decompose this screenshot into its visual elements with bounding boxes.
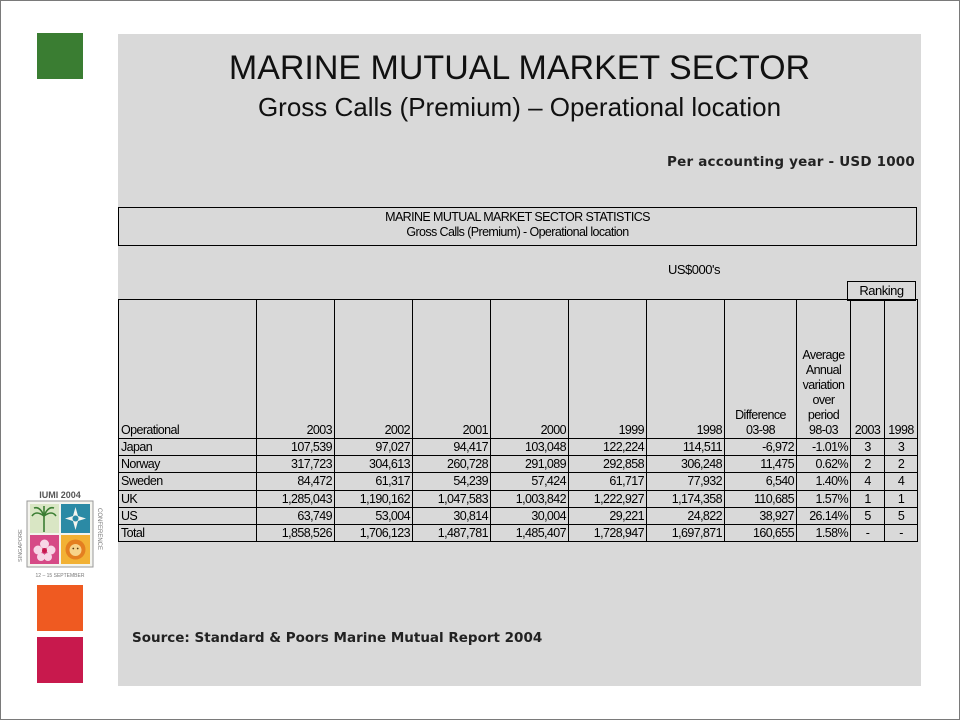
value-2000: 103,048 — [491, 439, 569, 456]
rank-2003-value: 3 — [851, 439, 885, 456]
header-average-variation: Average Annual variation over period 98-03 — [797, 300, 851, 439]
average-variation-value: 1.40% — [797, 473, 851, 490]
value-1999: 1,728,947 — [569, 524, 647, 541]
header-operational: Operational — [119, 300, 257, 439]
value-2000: 57,424 — [491, 473, 569, 490]
logo-top-text: IUMI 2004 — [39, 490, 81, 500]
slide-title: MARINE MUTUAL MARKET SECTOR — [228, 49, 811, 87]
rank-2003-value: 1 — [851, 490, 885, 507]
rank-2003-value: 4 — [851, 473, 885, 490]
difference-value: 6,540 — [725, 473, 797, 490]
header-rank-1998: 1998 — [885, 300, 918, 439]
value-1999: 29,221 — [569, 507, 647, 524]
rank-2003-value: 2 — [851, 456, 885, 473]
table-row — [119, 524, 918, 541]
value-1999: 1,222,927 — [569, 490, 647, 507]
orange-square-decoration — [37, 585, 83, 631]
value-2003: 84,472 — [257, 473, 335, 490]
value-1998: 24,822 — [647, 507, 725, 524]
value-2003: 1,285,043 — [257, 490, 335, 507]
header-2001: 2001 — [413, 300, 491, 439]
difference-value: 38,927 — [725, 507, 797, 524]
logo-left-text: SINGAPORE — [18, 529, 24, 562]
row-label: Norway — [119, 456, 257, 473]
value-2002: 61,317 — [335, 473, 413, 490]
row-label: UK — [119, 490, 257, 507]
value-1999: 122,224 — [569, 439, 647, 456]
value-1998: 306,248 — [647, 456, 725, 473]
value-2002: 53,004 — [335, 507, 413, 524]
header-difference: Difference 03-98 — [725, 300, 797, 439]
rank-1998-value: 5 — [885, 507, 918, 524]
table-row — [119, 490, 918, 507]
lion-head-icon — [66, 540, 86, 560]
table-title: MARINE MUTUAL MARKET SECTOR STATISTICS — [385, 210, 650, 224]
value-1999: 61,717 — [569, 473, 647, 490]
row-label: Sweden — [119, 473, 257, 490]
value-2002: 1,190,162 — [335, 490, 413, 507]
logo-bottom-text: 12 – 15 SEPTEMBER — [35, 573, 85, 579]
rank-2003-value: 5 — [851, 507, 885, 524]
table-row — [119, 439, 918, 456]
average-variation-value: -1.01% — [797, 439, 851, 456]
value-1999: 292,858 — [569, 456, 647, 473]
value-1998: 77,932 — [647, 473, 725, 490]
header-1999: 1999 — [569, 300, 647, 439]
value-2001: 94,417 — [413, 439, 491, 456]
rank-1998-value: 4 — [885, 473, 918, 490]
red-square-decoration — [37, 637, 83, 683]
value-2001: 1,047,583 — [413, 490, 491, 507]
rank-2003-value: - — [851, 524, 885, 541]
value-2003: 63,749 — [257, 507, 335, 524]
difference-value: 11,475 — [725, 456, 797, 473]
row-label: Japan — [119, 439, 257, 456]
unit-note: Per accounting year - USD 1000 — [667, 154, 915, 170]
value-1998: 1,174,358 — [647, 490, 725, 507]
ranking-header: Ranking — [847, 281, 916, 301]
value-1998: 1,697,871 — [647, 524, 725, 541]
logo-side-text: CONFERENCE — [96, 508, 102, 551]
rank-1998-value: 3 — [885, 439, 918, 456]
value-2002: 304,613 — [335, 456, 413, 473]
source-note: Source: Standard & Poors Marine Mutual Report 2004 — [132, 630, 543, 646]
value-2003: 107,539 — [257, 439, 335, 456]
table-row — [119, 473, 918, 490]
average-variation-value: 26.14% — [797, 507, 851, 524]
difference-value: -6,972 — [725, 439, 797, 456]
gross-calls-table — [118, 299, 918, 542]
table-subtitle: Gross Calls (Premium) - Operational location — [406, 225, 629, 239]
value-1998: 114,511 — [647, 439, 725, 456]
value-2001: 30,814 — [413, 507, 491, 524]
row-label: Total — [119, 524, 257, 541]
table-title-box — [118, 207, 917, 246]
value-2000: 291,089 — [491, 456, 569, 473]
table-row — [119, 456, 918, 473]
value-2000: 1,485,407 — [491, 524, 569, 541]
currency-label: US$000's — [668, 262, 720, 277]
value-2002: 1,706,123 — [335, 524, 413, 541]
header-rank-2003: 2003 — [851, 300, 885, 439]
value-2001: 54,239 — [413, 473, 491, 490]
row-label: US — [119, 507, 257, 524]
value-2003: 317,723 — [257, 456, 335, 473]
average-variation-value: 1.58% — [797, 524, 851, 541]
average-variation-value: 1.57% — [797, 490, 851, 507]
header-2003: 2003 — [257, 300, 335, 439]
value-2002: 97,027 — [335, 439, 413, 456]
header-2002: 2002 — [335, 300, 413, 439]
difference-value: 110,685 — [725, 490, 797, 507]
iumi-conference-logo — [14, 488, 106, 580]
difference-value: 160,655 — [725, 524, 797, 541]
table-row — [119, 507, 918, 524]
rank-1998-value: 1 — [885, 490, 918, 507]
value-2001: 260,728 — [413, 456, 491, 473]
slide-subtitle: Gross Calls (Premium) – Operational location — [257, 92, 782, 122]
value-2003: 1,858,526 — [257, 524, 335, 541]
rank-1998-value: - — [885, 524, 918, 541]
rank-1998-value: 2 — [885, 456, 918, 473]
average-variation-value: 0.62% — [797, 456, 851, 473]
value-2000: 30,004 — [491, 507, 569, 524]
header-2000: 2000 — [491, 300, 569, 439]
value-2000: 1,003,842 — [491, 490, 569, 507]
header-row — [119, 300, 918, 439]
header-1998: 1998 — [647, 300, 725, 439]
green-square-decoration — [37, 33, 83, 79]
value-2001: 1,487,781 — [413, 524, 491, 541]
